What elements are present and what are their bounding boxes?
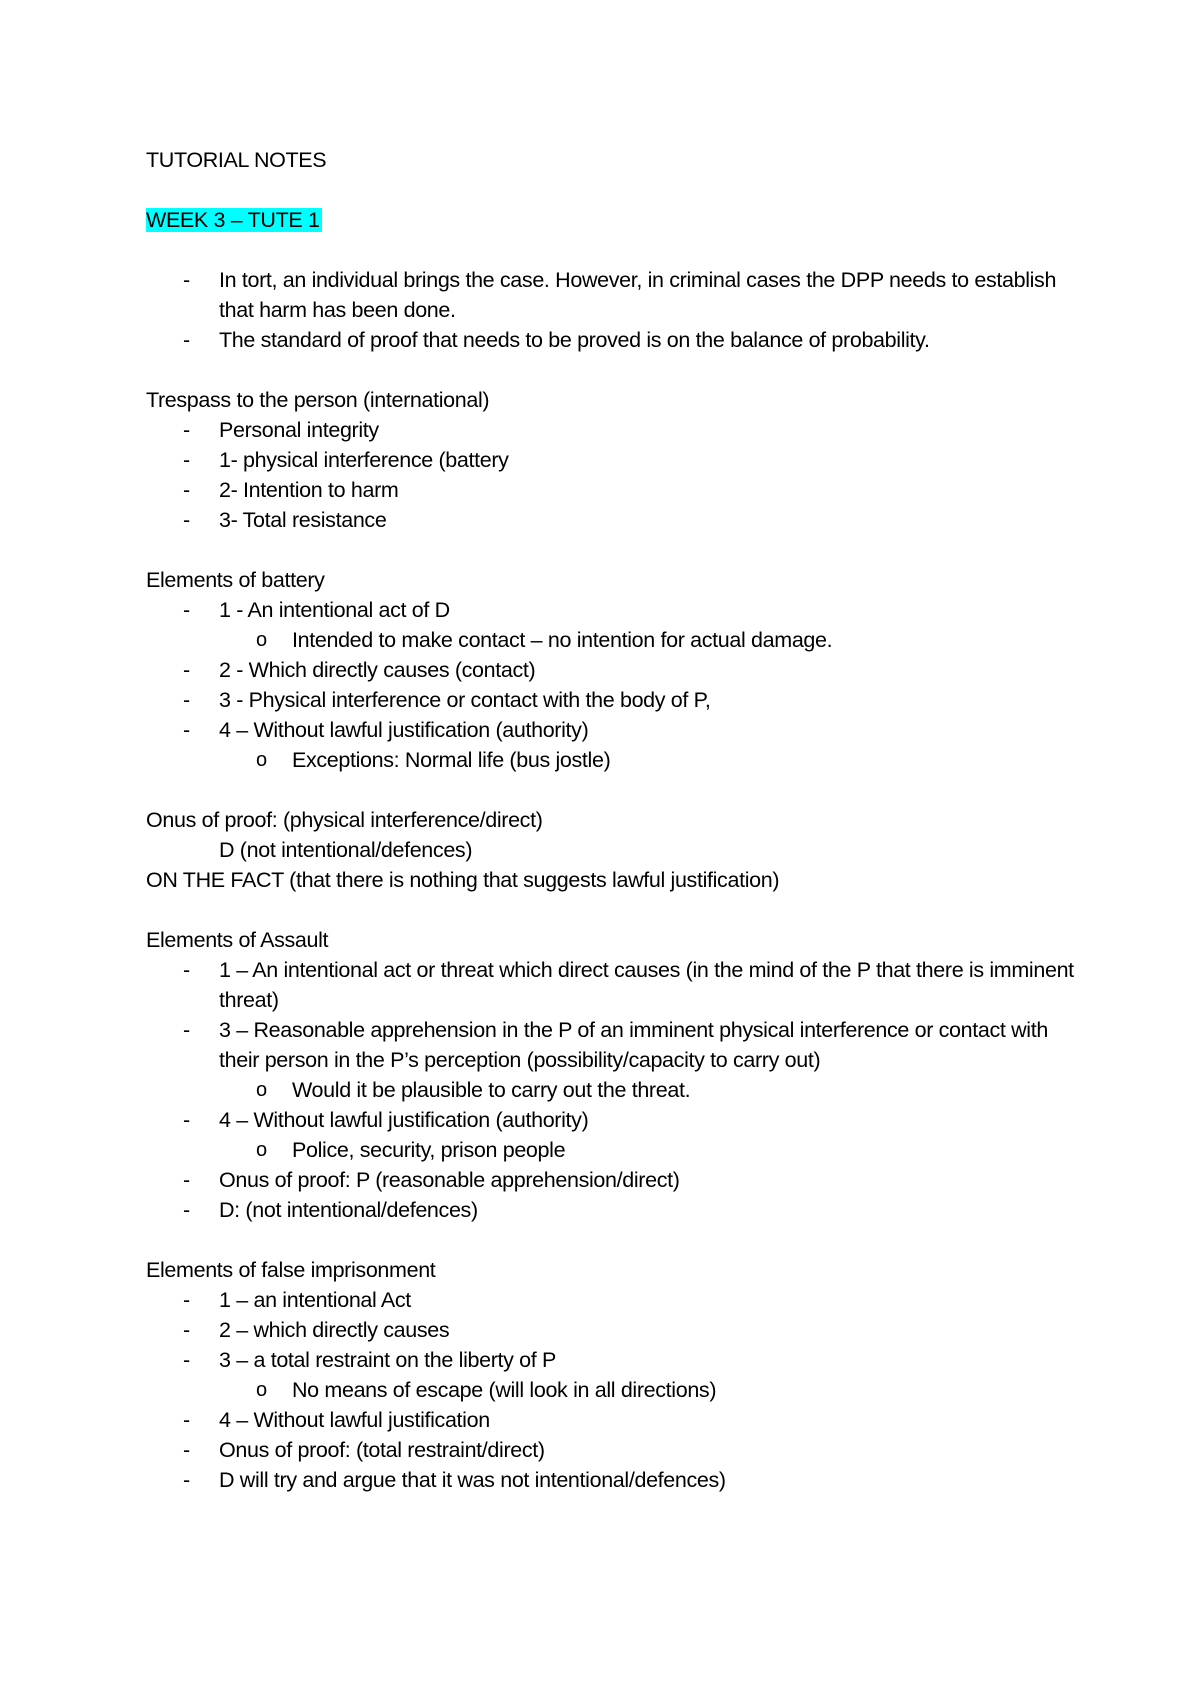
list-item: - 2 - Which directly causes (contact): [146, 655, 1076, 685]
onus-line: D (not intentional/defences): [219, 838, 473, 862]
list-item: - The standard of proof that needs to be proved is on the balance of probability.: [146, 325, 1076, 355]
list-item: - 4 – Without lawful justification (authority): [146, 715, 1076, 745]
week-heading: [146, 205, 1076, 235]
dash-marker: -: [183, 1108, 190, 1132]
list-item: - 1 – An intentional act or threat which direct causes (in the mind of the P that there is imminent threat): [146, 955, 1076, 1015]
document-body: [146, 145, 1076, 1495]
list-item: - 3- Total resistance: [146, 505, 1076, 535]
dash-marker: -: [183, 1168, 190, 1192]
dash-marker: -: [183, 1198, 190, 1222]
circle-bullet-icon: o: [256, 1079, 267, 1101]
list-item: - 3 - Physical interference or contact with the body of P,: [146, 685, 1076, 715]
dash-marker: -: [183, 1438, 190, 1462]
dash-marker: -: [183, 958, 190, 982]
list-item: - D: (not intentional/defences): [146, 1195, 1076, 1225]
dash-marker: -: [183, 1408, 190, 1432]
sub-list-item: o Exceptions: Normal life (bus jostle): [146, 745, 1076, 775]
dash-marker: -: [183, 1288, 190, 1312]
dash-marker: -: [183, 1468, 190, 1492]
list-item: - 3 – Reasonable apprehension in the P of an imminent physical interference or contact with their person in the P’s perception (possibility/capacity to carry out): [146, 1015, 1076, 1075]
sub-list-item: o No means of escape (will look in all directions): [146, 1375, 1076, 1405]
list-item: - Onus of proof: P (reasonable apprehension/direct): [146, 1165, 1076, 1195]
section-heading-assault: Elements of Assault: [146, 928, 329, 952]
list-item: - 1- physical interference (battery: [146, 445, 1076, 475]
page-title: TUTORIAL NOTES: [146, 148, 327, 172]
list-item: - In tort, an individual brings the case. However, in criminal cases the DPP needs to establish that harm has been done.: [146, 265, 1076, 325]
dash-marker: -: [183, 268, 190, 292]
section-heading-trespass: Trespass to the person (international): [146, 388, 490, 412]
circle-bullet-icon: o: [256, 1139, 267, 1161]
list-item: - 2- Intention to harm: [146, 475, 1076, 505]
dash-marker: -: [183, 1318, 190, 1342]
list-item: - 2 – which directly causes: [146, 1315, 1076, 1345]
sub-list-item: o Police, security, prison people: [146, 1135, 1076, 1165]
onus-line: ON THE FACT (that there is nothing that suggests lawful justification): [146, 868, 780, 892]
dash-marker: -: [183, 478, 190, 502]
list-item: - 1 - An intentional act of D: [146, 595, 1076, 625]
sub-list-item: o Intended to make contact – no intention for actual damage.: [146, 625, 1076, 655]
circle-bullet-icon: o: [256, 1379, 267, 1401]
section-heading-false-imprisonment: Elements of false imprisonment: [146, 1258, 436, 1282]
dash-marker: -: [183, 1018, 190, 1042]
list-item: - Personal integrity: [146, 415, 1076, 445]
dash-marker: -: [183, 718, 190, 742]
list-item: - 3 – a total restraint on the liberty of P: [146, 1345, 1076, 1375]
dash-marker: -: [183, 688, 190, 712]
dash-marker: -: [183, 598, 190, 622]
list-item: - 4 – Without lawful justification: [146, 1405, 1076, 1435]
dash-marker: -: [183, 448, 190, 472]
list-item: - D will try and argue that it was not intentional/defences): [146, 1465, 1076, 1495]
dash-marker: -: [183, 658, 190, 682]
list-item: - 1 – an intentional Act: [146, 1285, 1076, 1315]
dash-marker: -: [183, 508, 190, 532]
dash-marker: -: [183, 328, 190, 352]
sub-list-item: o Would it be plausible to carry out the threat.: [146, 1075, 1076, 1105]
section-heading-battery: Elements of battery: [146, 568, 325, 592]
highlighted-text: WEEK 3 – TUTE 1: [146, 208, 320, 232]
dash-marker: -: [183, 1348, 190, 1372]
dash-marker: -: [183, 418, 190, 442]
list-item: - Onus of proof: (total restraint/direct): [146, 1435, 1076, 1465]
onus-line: Onus of proof: (physical interference/direct): [146, 808, 543, 832]
circle-bullet-icon: o: [256, 629, 267, 651]
list-item: - 4 – Without lawful justification (authority): [146, 1105, 1076, 1135]
circle-bullet-icon: o: [256, 749, 267, 771]
